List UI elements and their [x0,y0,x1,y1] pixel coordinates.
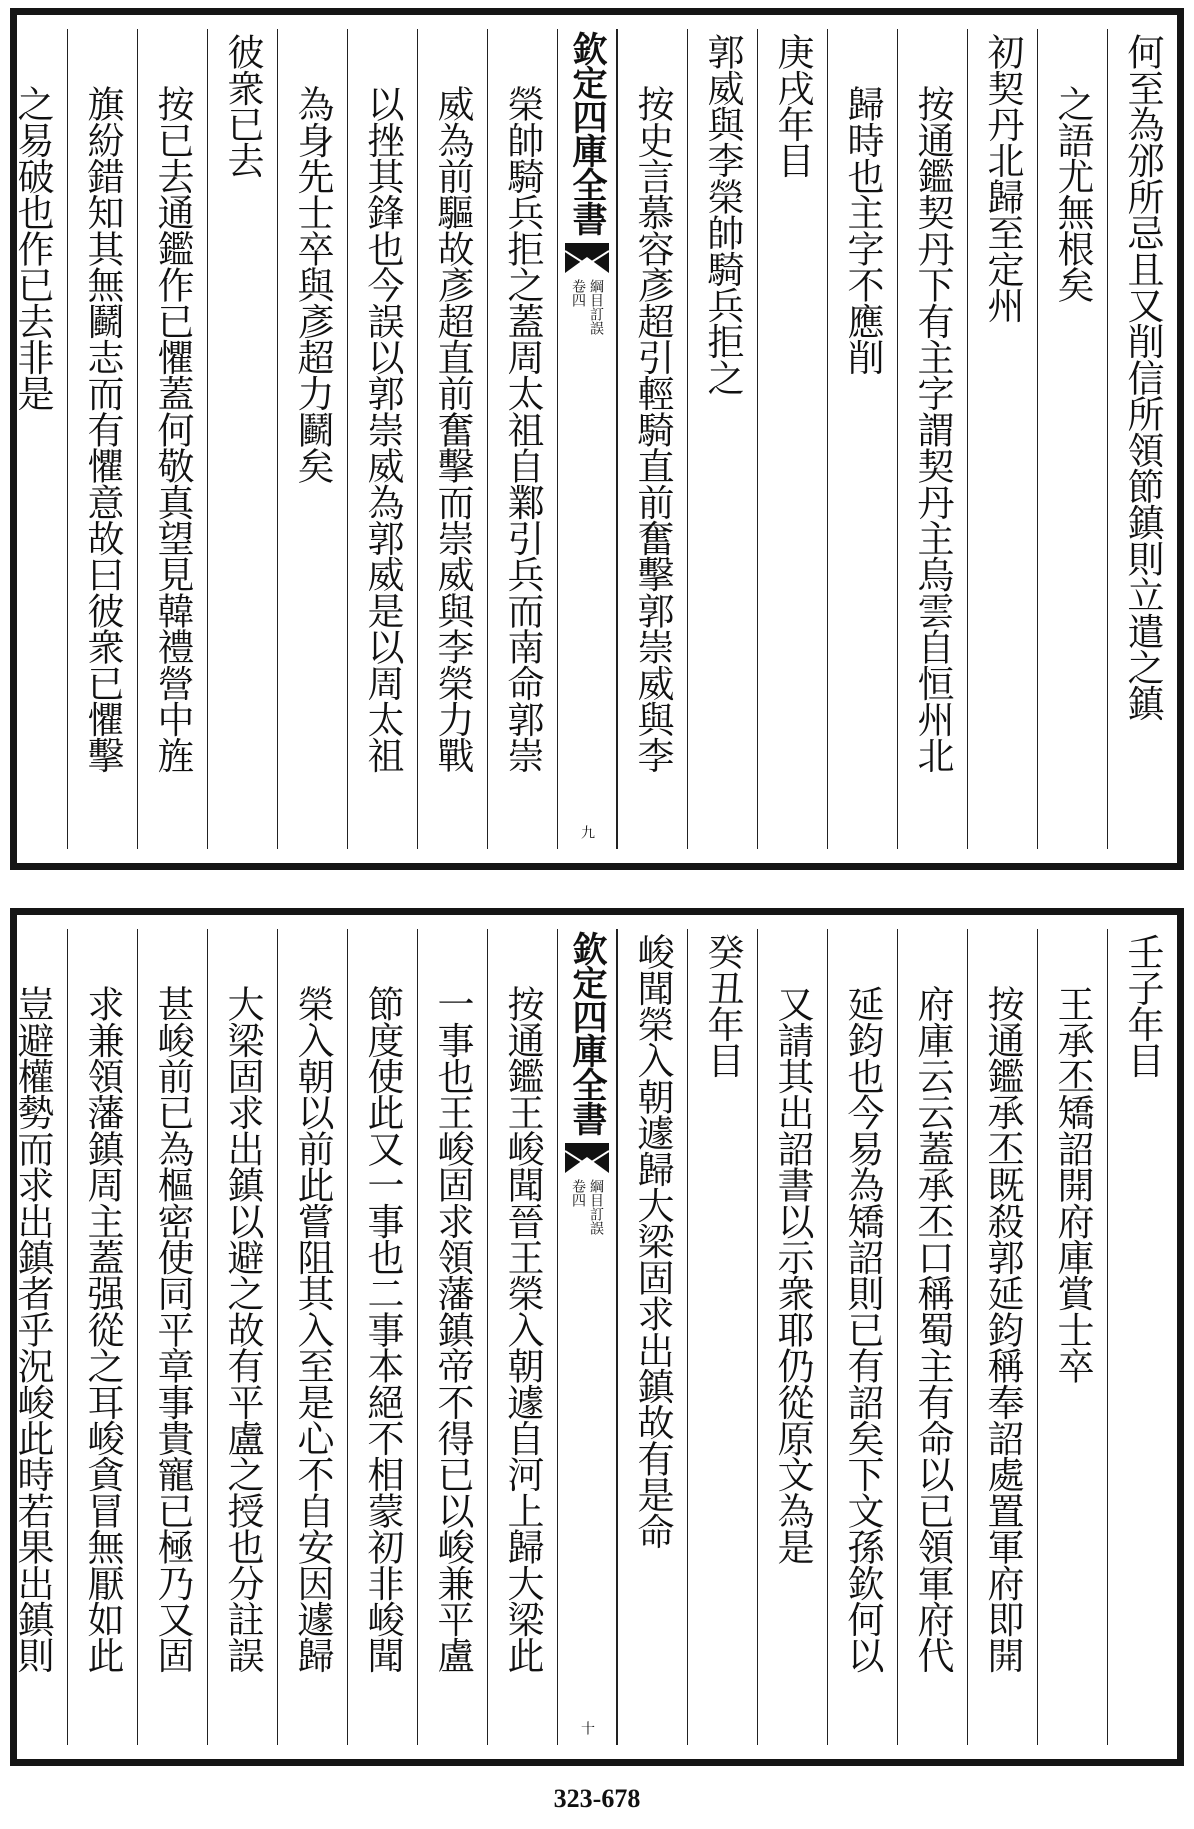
volume-number: 卷四 [570,1179,586,1207]
text-column [0,929,67,1745]
fishtail-mark-icon [565,243,609,273]
text-column [0,29,67,849]
column-text: 歸時也主字不應削 [841,85,884,375]
column-text: 又請其出詔書以示衆耶仍從原文為是 [771,985,814,1565]
column-text: 威為前驅故彥超直前奮擊而崇威與李榮力戰 [431,85,474,773]
column-text: 甚峻前已為樞密使同平章事貴寵已極乃又固 [151,985,194,1673]
column-text: 之語尤無根矣 [1051,85,1094,303]
text-column [487,929,557,1745]
column-text: 榮入朝以前此嘗阻其入至是心不自安因遽歸 [291,985,334,1673]
text-column [757,929,827,1745]
text-column [967,29,1037,849]
column-text: 為身先士卒與彥超力鬬矣 [291,85,334,484]
text-column [417,29,487,849]
text-column [897,929,967,1745]
column-text: 之易破也作已去非是 [11,85,54,411]
text-column [347,929,417,1745]
text-column [1107,29,1177,849]
text-column [617,29,687,849]
column-text: 一事也王峻固求領藩鎮帝不得已以峻兼平盧 [431,985,474,1673]
text-column [67,929,137,1745]
book-title: 欽定四庫全書 [567,31,608,235]
text-column [687,929,757,1745]
section-name: 綱目訂誤 [588,1179,604,1235]
page-number: 323-678 [553,1784,641,1813]
column-text: 王承丕矯詔開府庫賞士卒 [1051,985,1094,1384]
text-column [207,29,277,849]
book-title: 欽定四庫全書 [567,931,608,1135]
column-text: 豈避權勢而求出鎮者乎況峻此時若果出鎮則 [11,985,54,1673]
volume-number: 卷四 [570,279,586,307]
column-text: 郭威與李榮帥騎兵拒之 [701,33,744,396]
folio-number: 十 [579,1721,595,1735]
column-text: 節度使此又一事也二事本絕不相蒙初非峻聞 [361,985,404,1673]
column-area-bottom [11,929,1177,1745]
center-fold-column [557,29,617,849]
column-text: 按通鑑承丕既殺郭延鈞稱奉詔處置軍府即開 [981,985,1024,1673]
text-column [757,29,827,849]
column-text: 初契丹北歸至定州 [981,33,1024,323]
column-text: 大梁固求出鎮以避之故有平盧之授也分註誤 [221,985,264,1673]
column-text: 彼衆已去 [221,33,264,178]
fishtail-mark-icon [565,1143,609,1173]
column-text: 旗紛錯知其無鬬志而有懼意故曰彼衆已懼擊 [81,85,124,773]
column-text: 峻聞榮入朝遽歸大梁固求出鎮故有是命 [631,933,674,1549]
text-column [277,929,347,1745]
column-text: 按史言慕容彥超引輕騎直前奮擊郭崇威與李 [631,85,674,773]
column-text: 按通鑑契丹下有主字謂契丹主烏雲自恒州北 [911,85,954,773]
book-page-top [10,8,1184,870]
column-text: 按已去通鑑作已懼蓋何敬真望見韓禮營中旌 [151,85,194,773]
section-label [570,1179,604,1235]
text-column [827,929,897,1745]
column-text: 何至為邠所忌且又削信所領節鎮則立遣之鎮 [1121,33,1164,721]
text-column [137,29,207,849]
text-column [967,929,1037,1745]
column-text: 庚戌年目 [771,33,814,178]
column-text: 按通鑑王峻聞晉王榮入朝遽自河上歸大梁此 [501,985,544,1673]
text-column [1037,29,1107,849]
column-text: 癸丑年目 [701,933,744,1078]
text-column [417,929,487,1745]
text-column [1037,929,1107,1745]
text-column [347,29,417,849]
text-column [827,29,897,849]
column-text: 壬子年目 [1121,933,1164,1078]
book-page-bottom [10,908,1184,1766]
text-column [487,29,557,849]
section-name: 綱目訂誤 [588,279,604,335]
text-column [617,929,687,1745]
text-column [1107,929,1177,1745]
text-column [137,929,207,1745]
folio-number: 九 [579,825,595,839]
column-text: 府庫云云蓋承丕口稱蜀主有命以已領軍府代 [911,985,954,1673]
text-column [277,29,347,849]
column-text: 延鈞也今易為矯詔則已有詔矣下文孫欽何以 [841,985,884,1673]
section-label [570,279,604,335]
column-area-top [11,29,1177,849]
column-text: 求兼領藩鎮周主蓋强從之耳峻貪冒無厭如此 [81,985,124,1673]
text-column [67,29,137,849]
center-fold-column [557,929,617,1745]
text-column [687,29,757,849]
text-column [897,29,967,849]
column-text: 榮帥騎兵拒之蓋周太祖自鄴引兵而南命郭崇 [501,85,544,773]
column-text: 以挫其鋒也今誤以郭崇威為郭威是以周太祖 [361,85,404,773]
text-column [207,929,277,1745]
